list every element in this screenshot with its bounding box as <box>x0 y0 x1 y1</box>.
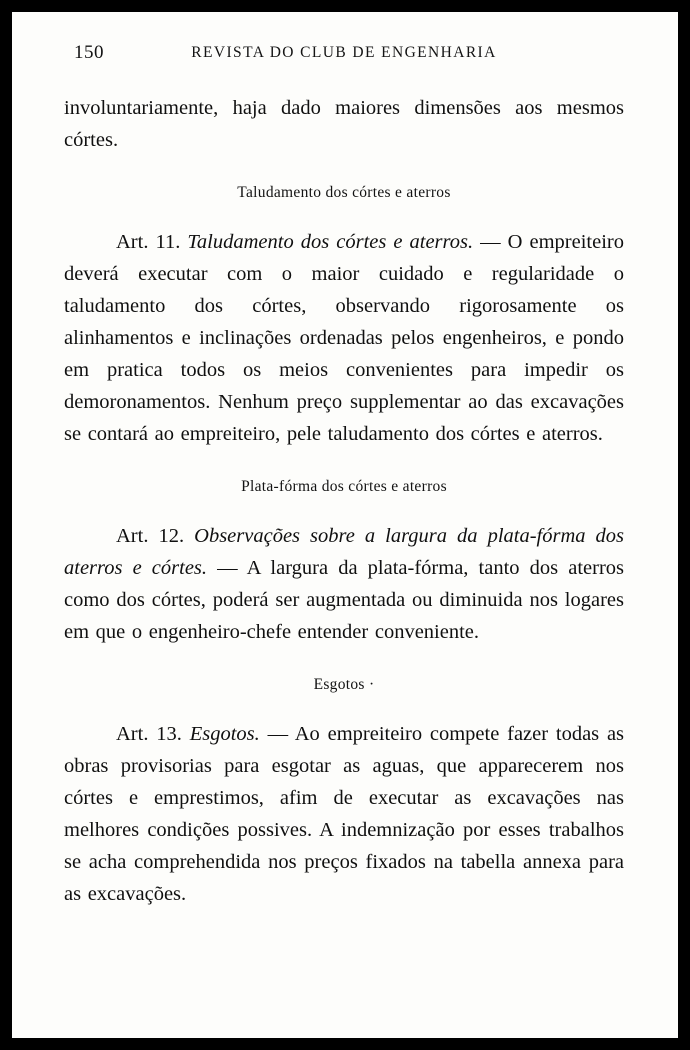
article-label-2: Art. 12. <box>116 525 185 547</box>
page-number: 150 <box>74 42 104 63</box>
running-head <box>64 42 624 76</box>
page-content <box>64 42 624 910</box>
article-body-1: O empreiteiro deverá executar com o maior cuidado e regularidade o taludamento dos córtes, observando rigorosamente os alinhamentos e inclinações ordenadas pelos engenheiros, e pondo em pratica todos os meios convenientes para impedir os demoronamentos. Nenhum preço supplementar ao das excavações se contará ao empreiteiro, pele taludamento dos córtes e aterros. <box>64 231 624 445</box>
opening-paragraph: involuntariamente, haja dado maiores dimensões aos mesmos córtes. <box>64 97 624 151</box>
article-dash-3: — <box>267 723 289 745</box>
section-subhead-3: Esgotos · <box>313 676 375 693</box>
article-body-3: Ao empreiteiro compete fazer todas as obras provisorias para esgotar as aguas, que apparecerem nos córtes e emprestimos, afim de executar as excavações nas melhores condições possives. A indemnização por esses trabalhos se acha comprehendida nos preços fixados na tabella annexa para as excavações. <box>64 723 625 905</box>
article-label-3: Art. 13. <box>116 723 182 745</box>
article-dash-1: — <box>480 231 501 253</box>
section-subhead-2: Plata-fórma dos córtes e aterros <box>241 478 447 495</box>
article-paragraph-1 <box>64 226 624 450</box>
article-title-3: Esgotos. <box>189 723 260 745</box>
journal-title: REVISTA DO CLUB DE ENGENHARIA <box>191 44 497 61</box>
article-dash-2: — <box>217 557 238 579</box>
scanned-page <box>12 12 678 1038</box>
article-label-1: Art. 11. <box>116 231 181 253</box>
article-paragraph-2 <box>64 520 624 648</box>
article-body-2: A largura da plata-fórma, tanto dos aterros como dos córtes, poderá ser augmentada ou diminuida nos logares em que o engenheiro-chefe entender conveniente. <box>64 557 625 643</box>
section-subhead-1: Taludamento dos córtes e aterros <box>237 184 451 201</box>
article-paragraph-3 <box>64 718 624 910</box>
article-title-2: Observações sobre a largura da plata-fórma dos aterros e córtes. <box>64 525 625 579</box>
article-title-1: Taludamento dos córtes e aterros. <box>187 231 474 253</box>
